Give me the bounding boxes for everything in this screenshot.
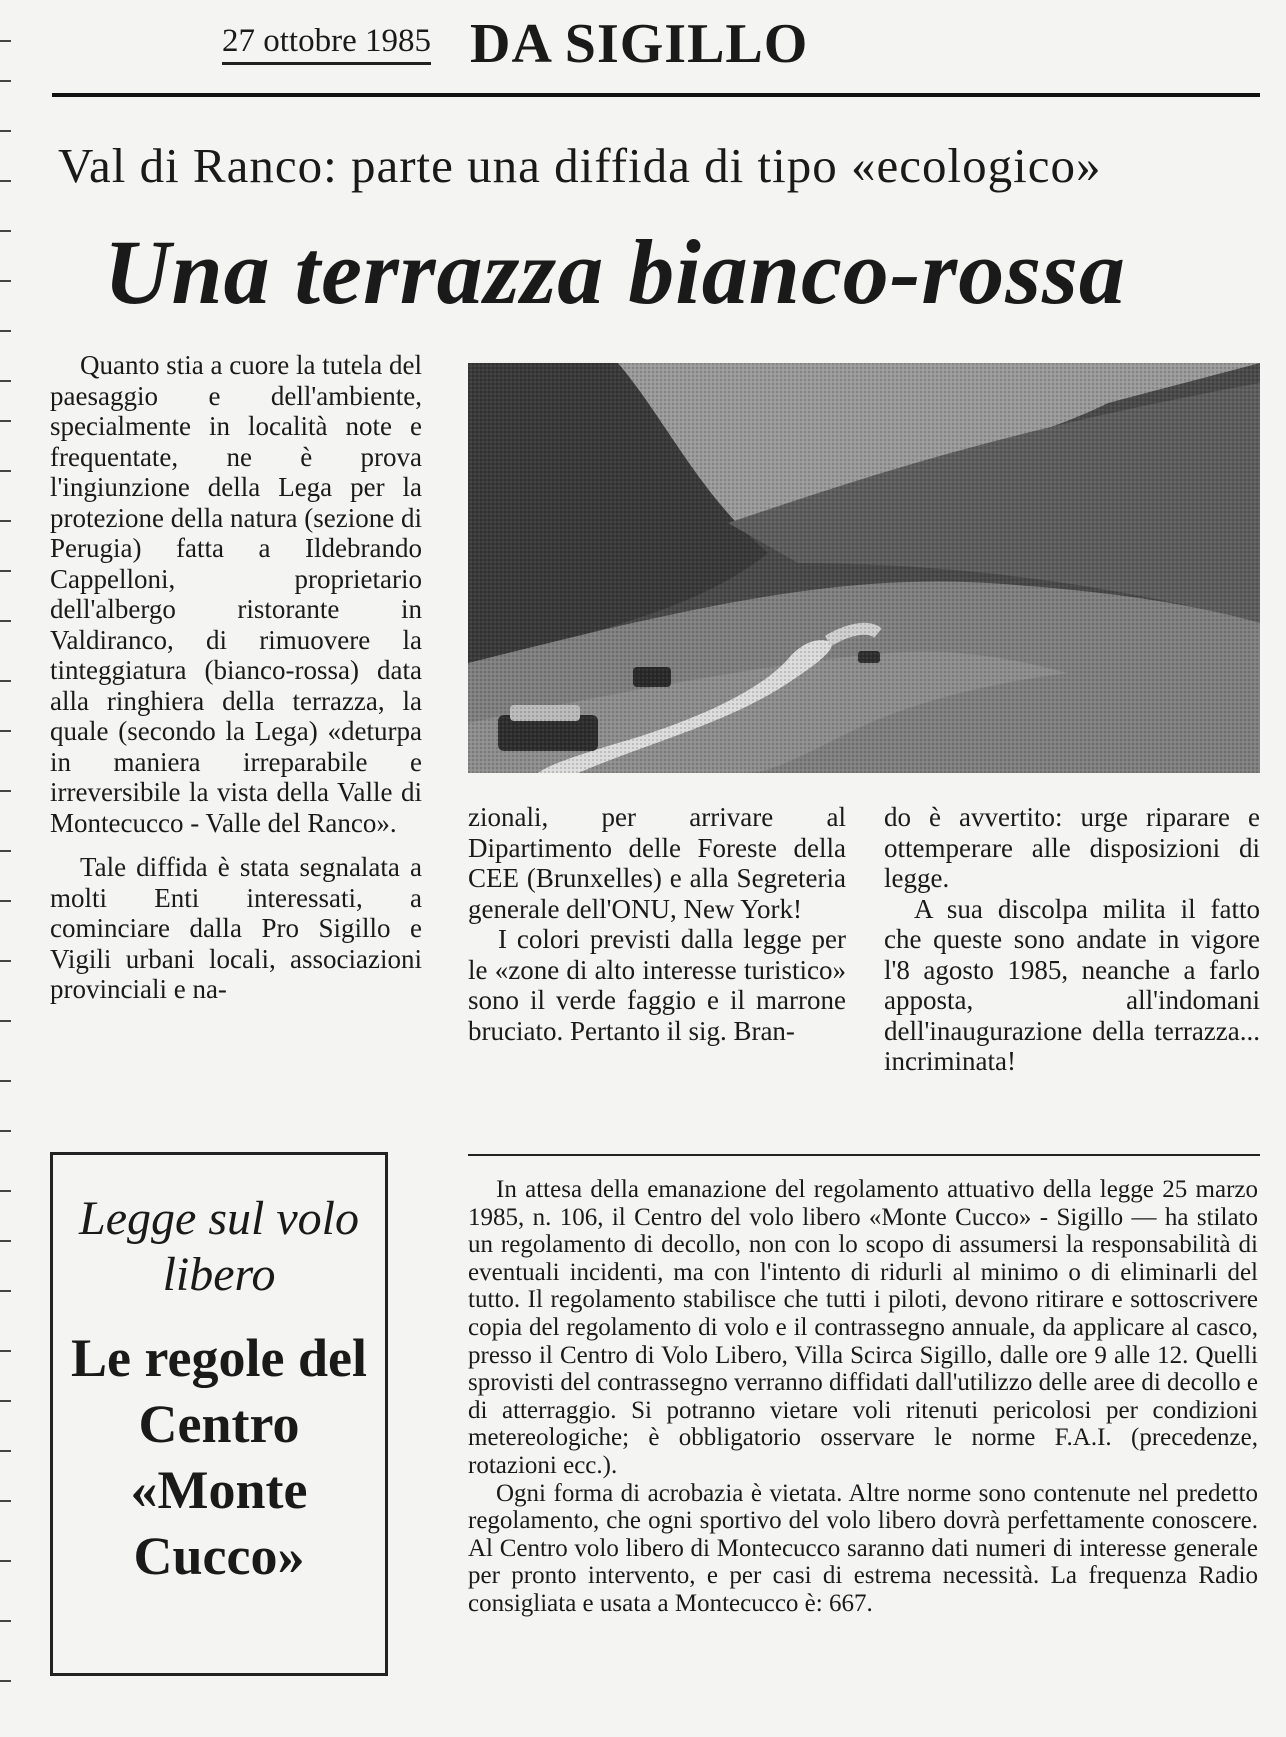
article-column-1: [50, 350, 422, 1005]
box-title: Le regole del Centro «Monte Cucco»: [71, 1328, 367, 1586]
article-column-2: [468, 802, 846, 1046]
section-rule: [468, 1154, 1260, 1156]
article-paragraph: A sua discolpa milita il fatto che queste sono andate in vigore l'8 agosto 1985, neanche a farlo apposta, all'indomani dell'inaugurazione della terrazza... incriminata!: [884, 893, 1260, 1076]
article-paragraph: I colori previsti dalla legge per le «zone di alto interesse turistico» sono il verde faggio e il marrone bruciato. Pertanto il sig. Bran-: [468, 924, 846, 1046]
margin-tick-marks: [0, 0, 14, 1737]
article-headline: Una terrazza bianco-rossa: [104, 221, 1126, 323]
valley-photo-image: [468, 363, 1260, 773]
section-title: DA SIGILLO: [470, 13, 809, 75]
flight-rules-article: [468, 1176, 1258, 1618]
box-kicker: Legge sul volo libero: [79, 1192, 359, 1301]
article-paragraph: Tale diffida è stata segnalata a molti Enti interessati, a cominciare dalla Pro Sigillo e Vigili urbani locali, associazioni provinciali e na-: [50, 852, 422, 1004]
article-column-3: [884, 802, 1260, 1077]
publication-date: 27 ottobre 1985: [222, 22, 431, 65]
valley-photo: [468, 363, 1260, 773]
article-paragraph: Ogni forma di acrobazia è vietata. Altre norme sono contenute nel predetto regolamento, che ogni sportivo del volo libero dovrà perfettamente conoscere. Al Centro volo libero di Montecucco saranno dati numeri di interesse generale per pronto intervento, e per casi di estrema necessità. La frequenza Radio consigliata e usata a Montecucco è: 667.: [468, 1479, 1258, 1617]
article-kicker: Val di Ranco: parte una diffida di tipo «ecologico»: [58, 138, 1102, 193]
article-paragraph: Quanto stia a cuore la tutela del paesaggio e dell'ambiente, specialmente in località note e frequentate, ne è prova l'ingiunzione della Lega per la protezione della natura (sezione di Perugia) fatta a Ildebrando Cappelloni, proprietario dell'albergo ristorante in Valdiranco, di rimuovere la tinteggiatura (bianco-rossa) data alla ringhiera della terrazza, la quale (secondo la Lega) «deturpa in maniera irreparabile e irreversibile la vista della Valle di Montecucco - Valle del Ranco».: [50, 350, 422, 838]
article-paragraph: zionali, per arrivare al Dipartimento delle Foreste della CEE (Brunxelles) e alla Segreteria generale dell'ONU, New York!: [468, 802, 846, 924]
sidebar-box: [50, 1152, 388, 1676]
article-paragraph: In attesa della emanazione del regolamento attuativo della legge 25 marzo 1985, n. 106, il Centro del volo libero «Monte Cucco» - Sigillo — ha stilato un regolamento di decollo, non con lo scopo di assumersi la responsabilità di eventuali incidenti, ma con l'intento di ridurli al minimo o di eliminarli del tutto. Il regolamento stabilisce che tutti i piloti, devono ritirare e sottoscrivere copia del regolamento di volo e il contrassegno annuale, da applicare al casco, presso il Centro di Volo Libero, Villa Scirca Sigillo, dalle ore 9 alle 12. Quelli sprovisti del contrassegno verranno diffidati dall'utilizzo delle aree di decollo e di atterraggio. Si potranno vietare voli ritenuti pericolosi per condizioni metereologiche; è obbligatorio osservare le norme F.A.I. (precedenze, rotazioni ecc.).: [468, 1176, 1258, 1479]
article-paragraph: do è avvertito: urge riparare e ottemperare alle disposizioni di legge.: [884, 802, 1260, 893]
header-rule: [52, 93, 1260, 97]
